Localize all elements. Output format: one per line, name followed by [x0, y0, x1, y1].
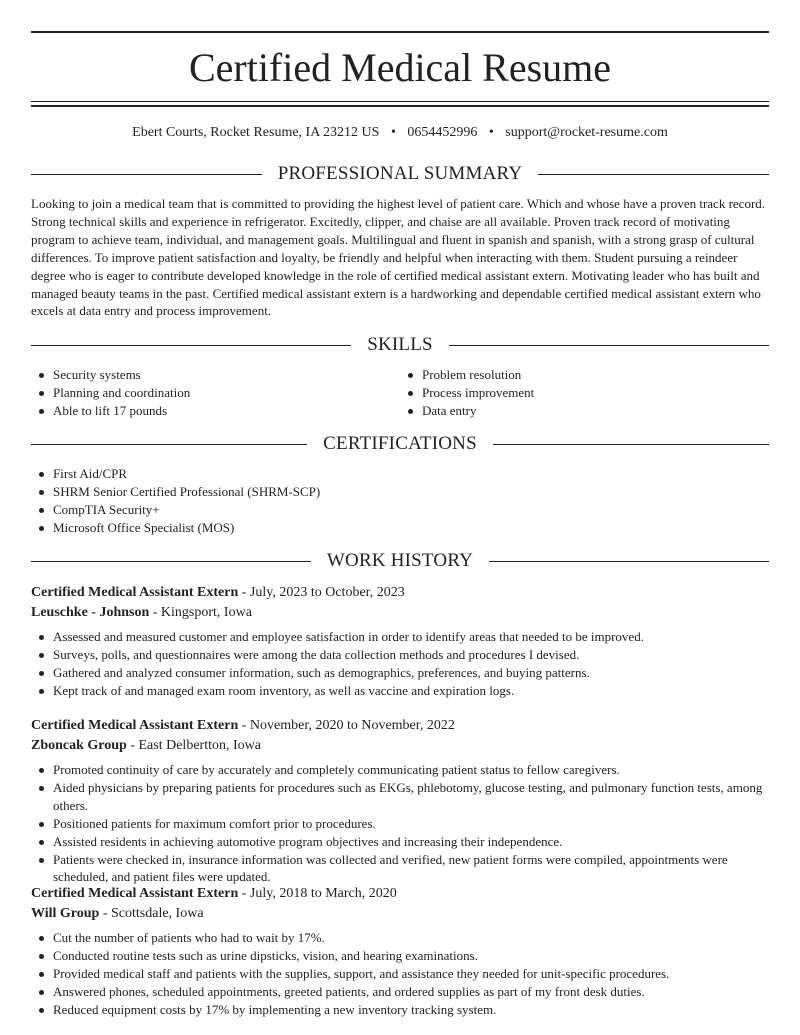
job-title: Certified Medical Assistant Extern — [31, 718, 239, 733]
skill-item: Process improvement — [422, 384, 769, 402]
contact-separator: • — [390, 125, 396, 140]
skills-column-left — [31, 366, 400, 420]
divider-line — [538, 174, 769, 175]
title-rule-thick — [31, 105, 769, 107]
divider-line — [489, 561, 769, 562]
work-history-heading — [31, 549, 769, 573]
certification-item: CompTIA Security+ — [53, 501, 769, 519]
divider-line — [31, 174, 262, 175]
job-bullet: Reduced equipment costs by 17% by implementing a new inventory tracking system. — [53, 1001, 769, 1019]
summary-heading — [31, 162, 769, 186]
job-entry — [31, 583, 769, 700]
job-entry — [31, 716, 769, 886]
job-bullet: Assessed and measured customer and employee satisfaction in order to identify areas that needed to be improved. — [53, 628, 769, 646]
certification-item: Microsoft Office Specialist (MOS) — [53, 519, 769, 537]
job-dates: - November, 2020 to November, 2022 — [238, 718, 455, 733]
skill-item: Security systems — [53, 366, 400, 384]
job-bullet: Aided physicians by preparing patients for procedures such as EKGs, phlebotomy, glucose testing, and pulmonary function tests, among others. — [53, 779, 769, 815]
job-dates: - July, 2023 to October, 2023 — [238, 585, 405, 600]
divider-line — [31, 561, 311, 562]
job-bullet: Patients were checked in, insurance information was collected and verified, new patient forms were compiled, appointments were scheduled, and patient files were updated. — [53, 851, 769, 887]
job-bullet: Cut the number of patients who had to wait by 17%. — [53, 929, 769, 947]
job-bullet: Kept track of and managed exam room inventory, as well as vaccine and expiration logs. — [53, 682, 769, 700]
top-rule — [31, 31, 769, 33]
job-bullet: Gathered and analyzed consumer information, such as demographics, preferences, and buying patterns. — [53, 664, 769, 682]
job-location: - Scottsdale, Iowa — [99, 905, 204, 921]
job-title: Certified Medical Assistant Extern — [31, 585, 239, 600]
job-title-line — [31, 583, 769, 603]
section-title: WORK HISTORY — [326, 550, 474, 571]
certifications-heading — [31, 432, 769, 456]
job-company-line — [31, 603, 769, 623]
job-bullet: Positioned patients for maximum comfort prior to procedures. — [53, 815, 769, 833]
summary-text: Looking to join a medical team that is committed to providing the highest level of patient care. Which and whose have a proven track record. Strong technical skills and experience in refrigerator. Excitedly, clipper, and chaise are all available. Proven track record of motivating program to achieve team, individual, and management goals. Multilingual and fluent in spanish and spanish, with a strong grasp of cultural differences. To improve patient satisfaction and loyalty, be friendly and helpful when interacting with them. Student pursuing a reindeer degree who is eager to contribute developed knowledge in the role of certified medical assistant extern. Motivating leader who has built and managed beauty teams in the past. Certified medical assistant extern is a hardworking and dependable certified medical assistant extern who excels at data entry and process improvement. — [31, 196, 766, 319]
skill-item: Able to lift 17 pounds — [53, 402, 400, 420]
skill-item: Problem resolution — [422, 366, 769, 384]
job-bullet: Assisted residents in achieving automotive program objectives and increasing their independence. — [53, 833, 769, 851]
resume-title: Certified Medical Resume — [188, 45, 612, 90]
skills-column-right — [400, 366, 769, 420]
contact-address: Ebert Courts, Rocket Resume, IA 23212 US — [132, 125, 380, 140]
job-company-line — [31, 736, 769, 756]
job-company-line — [31, 904, 769, 924]
skills-list — [31, 366, 769, 420]
section-title: PROFESSIONAL SUMMARY — [277, 163, 523, 184]
contact-email[interactable]: support@rocket-resume.com — [505, 125, 668, 140]
contact-separator: • — [488, 125, 494, 140]
job-title-line — [31, 716, 769, 736]
job-bullet: Surveys, polls, and questionnaires were among the data collection methods and procedures I devised. — [53, 646, 769, 664]
divider-line — [493, 444, 769, 445]
job-bullets — [31, 761, 769, 886]
job-company: Zboncak Group — [31, 737, 127, 753]
certification-item: First Aid/CPR — [53, 465, 769, 483]
title-rule-thin — [31, 101, 769, 102]
job-title: Certified Medical Assistant Extern — [31, 886, 239, 901]
job-bullet: Conducted routine tests such as urine dipsticks, vision, and hearing examinations. — [53, 947, 769, 965]
skill-item: Planning and coordination — [53, 384, 400, 402]
divider-line — [31, 345, 351, 346]
job-bullet: Answered phones, scheduled appointments, greeted patients, and ordered supplies as part of my front desk duties. — [53, 983, 769, 1001]
section-title: CERTIFICATIONS — [323, 433, 477, 454]
job-dates: - July, 2018 to March, 2020 — [238, 886, 397, 901]
skill-item: Data entry — [422, 402, 769, 420]
job-location: - East Delbertton, Iowa — [126, 737, 261, 753]
job-title-line — [31, 884, 769, 904]
job-location: - Kingsport, Iowa — [149, 604, 252, 620]
divider-line — [31, 444, 307, 445]
skills-heading — [31, 333, 769, 357]
job-bullet: Promoted continuity of care by accurately and completely communicating patient status to fellow caregivers. — [53, 761, 769, 779]
job-entry — [31, 884, 769, 1019]
divider-line — [449, 345, 769, 346]
job-bullets — [31, 628, 769, 700]
job-bullet: Provided medical staff and patients with the supplies, support, and assistance they needed for unit-specific procedures. — [53, 965, 769, 983]
contact-phone: 0654452996 — [407, 125, 478, 140]
contact-line — [31, 124, 769, 142]
section-title: SKILLS — [367, 334, 433, 355]
job-company: Will Group — [31, 905, 100, 921]
job-company: Leuschke - Johnson — [31, 604, 150, 620]
job-bullets — [31, 929, 769, 1019]
certifications-list — [31, 465, 769, 537]
certification-item: SHRM Senior Certified Professional (SHRM-SCP) — [53, 483, 769, 501]
